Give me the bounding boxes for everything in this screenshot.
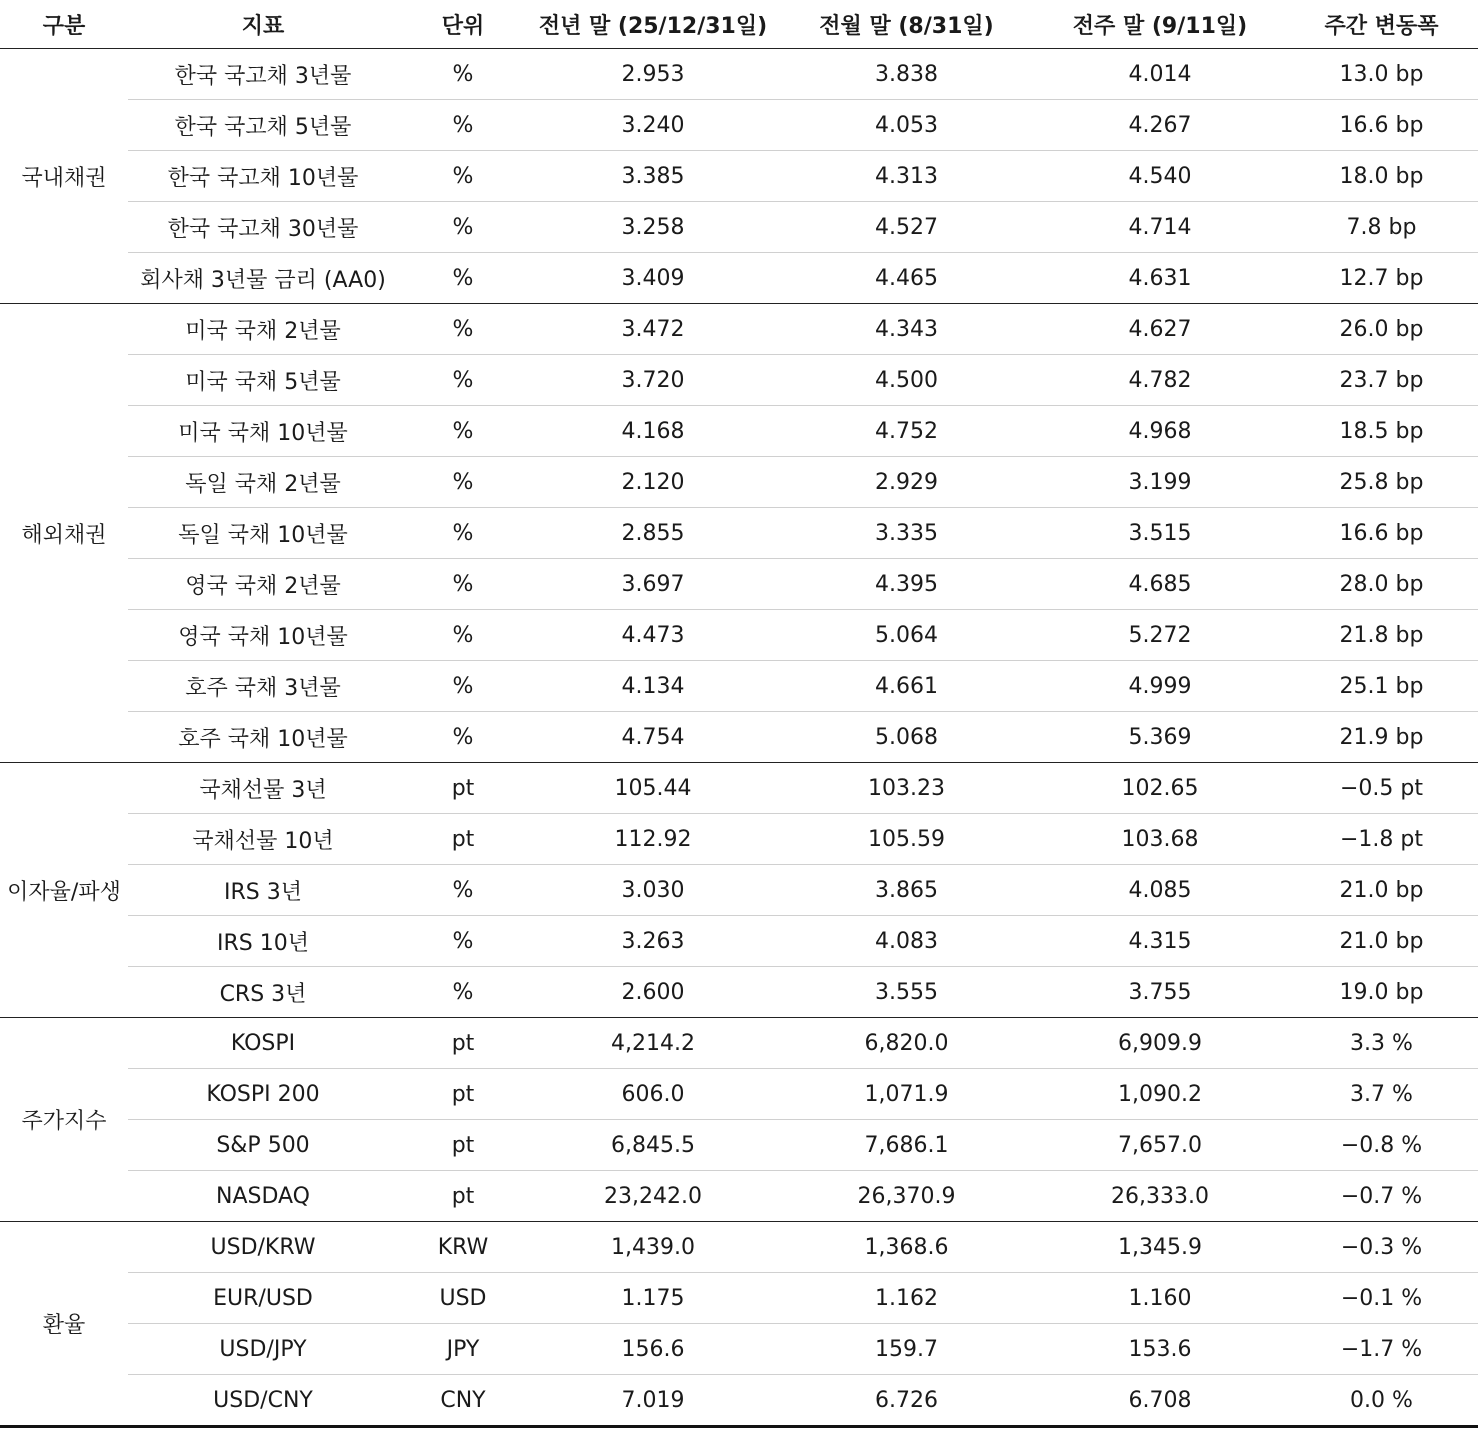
prev-year-end-value: 1.175 <box>528 1273 778 1324</box>
weekly-change: 21.9 bp <box>1285 712 1478 763</box>
weekly-change: 18.0 bp <box>1285 151 1478 202</box>
weekly-change: 25.1 bp <box>1285 661 1478 712</box>
unit: % <box>398 712 528 763</box>
unit: % <box>398 559 528 610</box>
prev-week-end-value: 4.014 <box>1035 49 1285 100</box>
prev-year-end-value: 3.258 <box>528 202 778 253</box>
prev-year-end-value: 3.030 <box>528 865 778 916</box>
prev-week-end-value: 3.515 <box>1035 508 1285 559</box>
prev-week-end-value: 6,909.9 <box>1035 1018 1285 1069</box>
prev-year-end-value: 2.953 <box>528 49 778 100</box>
prev-week-end-value: 4.714 <box>1035 202 1285 253</box>
header-unit: 단위 <box>398 0 528 49</box>
indicator-name: 미국 국채 2년물 <box>128 304 398 355</box>
table-row <box>0 1069 1478 1120</box>
unit: pt <box>398 763 528 814</box>
indicator-name: 회사채 3년물 금리 (AA0) <box>128 253 398 304</box>
indicator-name: 한국 국고채 3년물 <box>128 49 398 100</box>
header-weekly-change: 주간 변동폭 <box>1285 0 1478 49</box>
unit: % <box>398 49 528 100</box>
prev-month-end-value: 1,071.9 <box>778 1069 1035 1120</box>
indicator-name: USD/JPY <box>128 1324 398 1375</box>
indicator-name: S&P 500 <box>128 1120 398 1171</box>
table-row <box>0 253 1478 304</box>
weekly-change: −1.8 pt <box>1285 814 1478 865</box>
indicator-name: IRS 10년 <box>128 916 398 967</box>
prev-week-end-value: 4.999 <box>1035 661 1285 712</box>
table-row <box>0 49 1478 100</box>
prev-week-end-value: 153.6 <box>1035 1324 1285 1375</box>
prev-year-end-value: 3.263 <box>528 916 778 967</box>
header-indicator: 지표 <box>128 0 398 49</box>
table-row <box>0 202 1478 253</box>
weekly-change: 0.0 % <box>1285 1375 1478 1427</box>
prev-year-end-value: 156.6 <box>528 1324 778 1375</box>
indicator-name: 한국 국고채 30년물 <box>128 202 398 253</box>
weekly-change: −0.5 pt <box>1285 763 1478 814</box>
weekly-change: 18.5 bp <box>1285 406 1478 457</box>
prev-week-end-value: 4.315 <box>1035 916 1285 967</box>
prev-year-end-value: 23,242.0 <box>528 1171 778 1222</box>
prev-week-end-value: 5.272 <box>1035 610 1285 661</box>
prev-year-end-value: 2.600 <box>528 967 778 1018</box>
category-cell: 환율 <box>0 1222 128 1427</box>
unit: pt <box>398 1018 528 1069</box>
table-row <box>0 712 1478 763</box>
table-row <box>0 1222 1478 1273</box>
prev-month-end-value: 26,370.9 <box>778 1171 1035 1222</box>
unit: % <box>398 661 528 712</box>
table-body <box>0 49 1478 1427</box>
table-row <box>0 508 1478 559</box>
prev-month-end-value: 1.162 <box>778 1273 1035 1324</box>
indicator-name: USD/KRW <box>128 1222 398 1273</box>
unit: % <box>398 253 528 304</box>
unit: % <box>398 967 528 1018</box>
prev-week-end-value: 4.782 <box>1035 355 1285 406</box>
prev-week-end-value: 103.68 <box>1035 814 1285 865</box>
weekly-change: −1.7 % <box>1285 1324 1478 1375</box>
prev-week-end-value: 1,090.2 <box>1035 1069 1285 1120</box>
indicator-name: NASDAQ <box>128 1171 398 1222</box>
weekly-change: 13.0 bp <box>1285 49 1478 100</box>
unit: % <box>398 304 528 355</box>
unit: USD <box>398 1273 528 1324</box>
weekly-change: 19.0 bp <box>1285 967 1478 1018</box>
prev-month-end-value: 4.752 <box>778 406 1035 457</box>
prev-month-end-value: 4.343 <box>778 304 1035 355</box>
unit: pt <box>398 1120 528 1171</box>
prev-week-end-value: 102.65 <box>1035 763 1285 814</box>
table-row <box>0 457 1478 508</box>
prev-month-end-value: 2.929 <box>778 457 1035 508</box>
unit: JPY <box>398 1324 528 1375</box>
unit: pt <box>398 1171 528 1222</box>
prev-year-end-value: 606.0 <box>528 1069 778 1120</box>
indicator-name: 독일 국채 2년물 <box>128 457 398 508</box>
header-prev-year-end: 전년 말 (25/12/31일) <box>528 0 778 49</box>
unit: CNY <box>398 1375 528 1427</box>
indicator-name: KOSPI 200 <box>128 1069 398 1120</box>
prev-year-end-value: 3.720 <box>528 355 778 406</box>
prev-month-end-value: 3.335 <box>778 508 1035 559</box>
prev-year-end-value: 2.855 <box>528 508 778 559</box>
table-row <box>0 1273 1478 1324</box>
unit: % <box>398 508 528 559</box>
weekly-change: 7.8 bp <box>1285 202 1478 253</box>
prev-year-end-value: 6,845.5 <box>528 1120 778 1171</box>
prev-year-end-value: 3.385 <box>528 151 778 202</box>
weekly-change: 28.0 bp <box>1285 559 1478 610</box>
prev-week-end-value: 3.755 <box>1035 967 1285 1018</box>
prev-month-end-value: 6.726 <box>778 1375 1035 1427</box>
unit: % <box>398 916 528 967</box>
header-category: 구분 <box>0 0 128 49</box>
weekly-change: 21.0 bp <box>1285 865 1478 916</box>
prev-week-end-value: 4.267 <box>1035 100 1285 151</box>
prev-week-end-value: 4.540 <box>1035 151 1285 202</box>
prev-week-end-value: 7,657.0 <box>1035 1120 1285 1171</box>
table-row <box>0 1324 1478 1375</box>
unit: % <box>398 865 528 916</box>
prev-month-end-value: 3.555 <box>778 967 1035 1018</box>
indicator-name: 미국 국채 5년물 <box>128 355 398 406</box>
prev-month-end-value: 1,368.6 <box>778 1222 1035 1273</box>
table-row <box>0 1120 1478 1171</box>
prev-month-end-value: 4.053 <box>778 100 1035 151</box>
indicator-name: 한국 국고채 5년물 <box>128 100 398 151</box>
indicator-name: 호주 국채 3년물 <box>128 661 398 712</box>
table-row <box>0 814 1478 865</box>
unit: % <box>398 355 528 406</box>
prev-year-end-value: 3.697 <box>528 559 778 610</box>
category-cell: 이자율/파생 <box>0 763 128 1018</box>
header-prev-month-end: 전월 말 (8/31일) <box>778 0 1035 49</box>
weekly-change: −0.7 % <box>1285 1171 1478 1222</box>
prev-month-end-value: 4.661 <box>778 661 1035 712</box>
weekly-change: 16.6 bp <box>1285 100 1478 151</box>
table-row <box>0 610 1478 661</box>
prev-year-end-value: 105.44 <box>528 763 778 814</box>
prev-week-end-value: 1,345.9 <box>1035 1222 1285 1273</box>
weekly-change: −0.1 % <box>1285 1273 1478 1324</box>
prev-year-end-value: 3.472 <box>528 304 778 355</box>
table-row <box>0 1375 1478 1427</box>
unit: pt <box>398 1069 528 1120</box>
indicator-name: CRS 3년 <box>128 967 398 1018</box>
unit: % <box>398 202 528 253</box>
weekly-change: 12.7 bp <box>1285 253 1478 304</box>
table-row <box>0 661 1478 712</box>
prev-month-end-value: 4.313 <box>778 151 1035 202</box>
prev-year-end-value: 2.120 <box>528 457 778 508</box>
table-header <box>0 0 1478 49</box>
category-cell: 주가지수 <box>0 1018 128 1222</box>
prev-month-end-value: 103.23 <box>778 763 1035 814</box>
prev-week-end-value: 4.085 <box>1035 865 1285 916</box>
table-row <box>0 1171 1478 1222</box>
prev-month-end-value: 3.838 <box>778 49 1035 100</box>
indicator-name: 국채선물 3년 <box>128 763 398 814</box>
prev-year-end-value: 4.473 <box>528 610 778 661</box>
prev-year-end-value: 3.409 <box>528 253 778 304</box>
prev-week-end-value: 5.369 <box>1035 712 1285 763</box>
indicator-name: 영국 국채 2년물 <box>128 559 398 610</box>
prev-week-end-value: 26,333.0 <box>1035 1171 1285 1222</box>
prev-year-end-value: 1,439.0 <box>528 1222 778 1273</box>
unit: % <box>398 610 528 661</box>
prev-month-end-value: 105.59 <box>778 814 1035 865</box>
category-cell: 해외채권 <box>0 304 128 763</box>
weekly-change: 16.6 bp <box>1285 508 1478 559</box>
prev-week-end-value: 4.685 <box>1035 559 1285 610</box>
table-row <box>0 406 1478 457</box>
indicator-name: 미국 국채 10년물 <box>128 406 398 457</box>
unit: % <box>398 151 528 202</box>
table-row <box>0 967 1478 1018</box>
prev-month-end-value: 7,686.1 <box>778 1120 1035 1171</box>
prev-year-end-value: 4.754 <box>528 712 778 763</box>
prev-week-end-value: 4.631 <box>1035 253 1285 304</box>
table-row <box>0 100 1478 151</box>
prev-month-end-value: 5.068 <box>778 712 1035 763</box>
indicator-name: USD/CNY <box>128 1375 398 1427</box>
prev-year-end-value: 112.92 <box>528 814 778 865</box>
prev-month-end-value: 3.865 <box>778 865 1035 916</box>
indicator-name: 국채선물 10년 <box>128 814 398 865</box>
weekly-change: −0.8 % <box>1285 1120 1478 1171</box>
prev-month-end-value: 4.465 <box>778 253 1035 304</box>
indicator-name: 한국 국고채 10년물 <box>128 151 398 202</box>
prev-year-end-value: 7.019 <box>528 1375 778 1427</box>
weekly-change: 21.0 bp <box>1285 916 1478 967</box>
prev-month-end-value: 4.395 <box>778 559 1035 610</box>
weekly-change: 3.3 % <box>1285 1018 1478 1069</box>
table-row <box>0 865 1478 916</box>
prev-month-end-value: 159.7 <box>778 1324 1035 1375</box>
prev-week-end-value: 4.627 <box>1035 304 1285 355</box>
prev-year-end-value: 4,214.2 <box>528 1018 778 1069</box>
category-cell: 국내채권 <box>0 49 128 304</box>
prev-week-end-value: 1.160 <box>1035 1273 1285 1324</box>
table-row <box>0 559 1478 610</box>
weekly-change: 3.7 % <box>1285 1069 1478 1120</box>
prev-week-end-value: 3.199 <box>1035 457 1285 508</box>
prev-month-end-value: 5.064 <box>778 610 1035 661</box>
table-row <box>0 916 1478 967</box>
prev-year-end-value: 3.240 <box>528 100 778 151</box>
prev-month-end-value: 4.500 <box>778 355 1035 406</box>
unit: % <box>398 406 528 457</box>
indicator-name: 영국 국채 10년물 <box>128 610 398 661</box>
weekly-change: 23.7 bp <box>1285 355 1478 406</box>
prev-week-end-value: 4.968 <box>1035 406 1285 457</box>
table-row <box>0 763 1478 814</box>
weekly-change: −0.3 % <box>1285 1222 1478 1273</box>
header-prev-week-end: 전주 말 (9/11일) <box>1035 0 1285 49</box>
table-row <box>0 151 1478 202</box>
prev-year-end-value: 4.168 <box>528 406 778 457</box>
indicator-name: 호주 국채 10년물 <box>128 712 398 763</box>
indicator-name: IRS 3년 <box>128 865 398 916</box>
table-row <box>0 355 1478 406</box>
prev-year-end-value: 4.134 <box>528 661 778 712</box>
weekly-change: 26.0 bp <box>1285 304 1478 355</box>
unit: pt <box>398 814 528 865</box>
unit: KRW <box>398 1222 528 1273</box>
unit: % <box>398 100 528 151</box>
weekly-change: 21.8 bp <box>1285 610 1478 661</box>
weekly-change: 25.8 bp <box>1285 457 1478 508</box>
table-row <box>0 304 1478 355</box>
prev-month-end-value: 6,820.0 <box>778 1018 1035 1069</box>
prev-week-end-value: 6.708 <box>1035 1375 1285 1427</box>
indicator-name: KOSPI <box>128 1018 398 1069</box>
unit: % <box>398 457 528 508</box>
indicator-name: EUR/USD <box>128 1273 398 1324</box>
table-row <box>0 1018 1478 1069</box>
header-row <box>0 0 1478 49</box>
indicator-name: 독일 국채 10년물 <box>128 508 398 559</box>
prev-month-end-value: 4.527 <box>778 202 1035 253</box>
prev-month-end-value: 4.083 <box>778 916 1035 967</box>
